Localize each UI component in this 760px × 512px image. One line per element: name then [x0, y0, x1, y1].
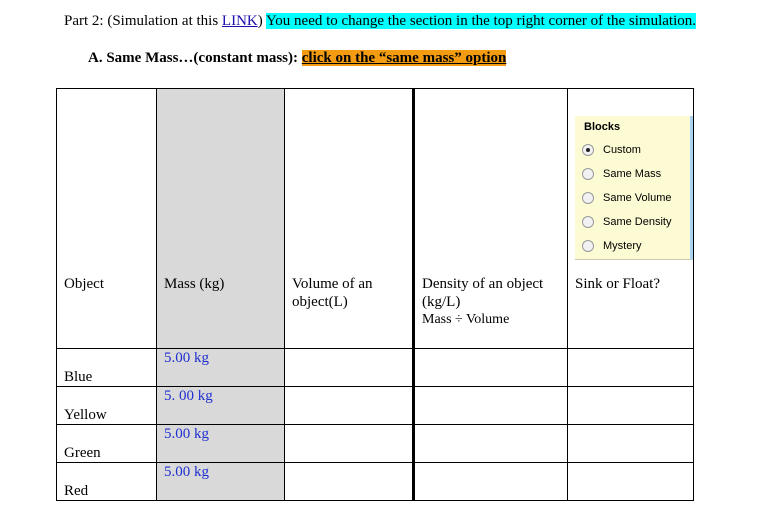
object-name: Red: [64, 483, 89, 499]
mass-value: 5. 00 kg: [164, 388, 213, 404]
blocks-panel: [575, 116, 693, 260]
mass-cell: [157, 425, 285, 463]
object-cell: [57, 387, 157, 425]
radio-selected-icon[interactable]: [582, 144, 594, 156]
part-prefix: Part 2: (Simulation at this: [64, 13, 222, 29]
mass-value: 5.00 kg: [164, 464, 209, 480]
option-custom[interactable]: [582, 142, 641, 158]
table-row: [57, 463, 694, 501]
same-mass-instruction: click on the “same mass” option: [301, 50, 507, 66]
header-cell-mass: [157, 89, 285, 349]
option-same-mass[interactable]: [582, 166, 661, 182]
mass-cell: [157, 463, 285, 501]
option-same-volume[interactable]: [582, 190, 671, 206]
object-cell: [57, 463, 157, 501]
mass-cell: [157, 349, 285, 387]
density-cell[interactable]: [414, 463, 568, 501]
table-row: [57, 349, 694, 387]
section-a-heading: [88, 50, 506, 67]
object-name: Yellow: [64, 407, 107, 423]
header-object: Object: [64, 276, 104, 292]
simulation-link[interactable]: LINK: [221, 13, 258, 29]
mass-cell: [157, 387, 285, 425]
sink-float-cell[interactable]: [568, 387, 694, 425]
part-2-line: [64, 13, 696, 30]
mass-value: 5.00 kg: [164, 426, 209, 442]
part-close: ): [257, 13, 263, 29]
density-cell[interactable]: [414, 387, 568, 425]
header-density-label: Density of an object (kg/L): [422, 276, 544, 310]
table-row: [57, 387, 694, 425]
volume-cell[interactable]: [285, 463, 414, 501]
object-name: Blue: [64, 369, 93, 385]
header-cell-density: [414, 89, 568, 349]
volume-cell[interactable]: [285, 349, 414, 387]
option-label: Custom: [603, 144, 641, 156]
radio-icon[interactable]: [582, 216, 594, 228]
header-sink-float: Sink or Float?: [575, 276, 660, 292]
header-density: [422, 275, 560, 329]
option-label: Mystery: [603, 240, 642, 252]
header-cell-object: [57, 89, 157, 349]
density-cell[interactable]: [414, 425, 568, 463]
option-mystery[interactable]: [582, 238, 642, 254]
blocks-title: Blocks: [584, 121, 621, 133]
radio-icon[interactable]: [582, 240, 594, 252]
sink-float-cell[interactable]: [568, 349, 694, 387]
header-volume: Volume of an object(L): [292, 276, 373, 310]
density-cell[interactable]: [414, 349, 568, 387]
option-same-density[interactable]: [582, 214, 671, 230]
mass-value: 5.00 kg: [164, 350, 209, 366]
option-label: Same Mass: [603, 168, 662, 180]
option-label: Same Density: [603, 216, 672, 228]
volume-cell[interactable]: [285, 387, 414, 425]
header-cell-volume: [285, 89, 414, 349]
radio-icon[interactable]: [582, 192, 594, 204]
radio-icon[interactable]: [582, 168, 594, 180]
highlighted-instruction: You need to change the section in the top right corner of the simulation.: [265, 13, 697, 29]
object-cell: [57, 349, 157, 387]
option-label: Same Volume: [603, 192, 672, 204]
table-row: [57, 425, 694, 463]
volume-cell[interactable]: [285, 425, 414, 463]
section-heading-text: A. Same Mass…(constant mass):: [88, 50, 302, 66]
header-mass: Mass (kg): [164, 276, 225, 292]
sink-float-cell[interactable]: [568, 425, 694, 463]
sink-float-cell[interactable]: [568, 463, 694, 501]
header-density-formula: Mass ÷ Volume: [422, 312, 510, 327]
object-cell: [57, 425, 157, 463]
object-name: Green: [64, 445, 101, 461]
